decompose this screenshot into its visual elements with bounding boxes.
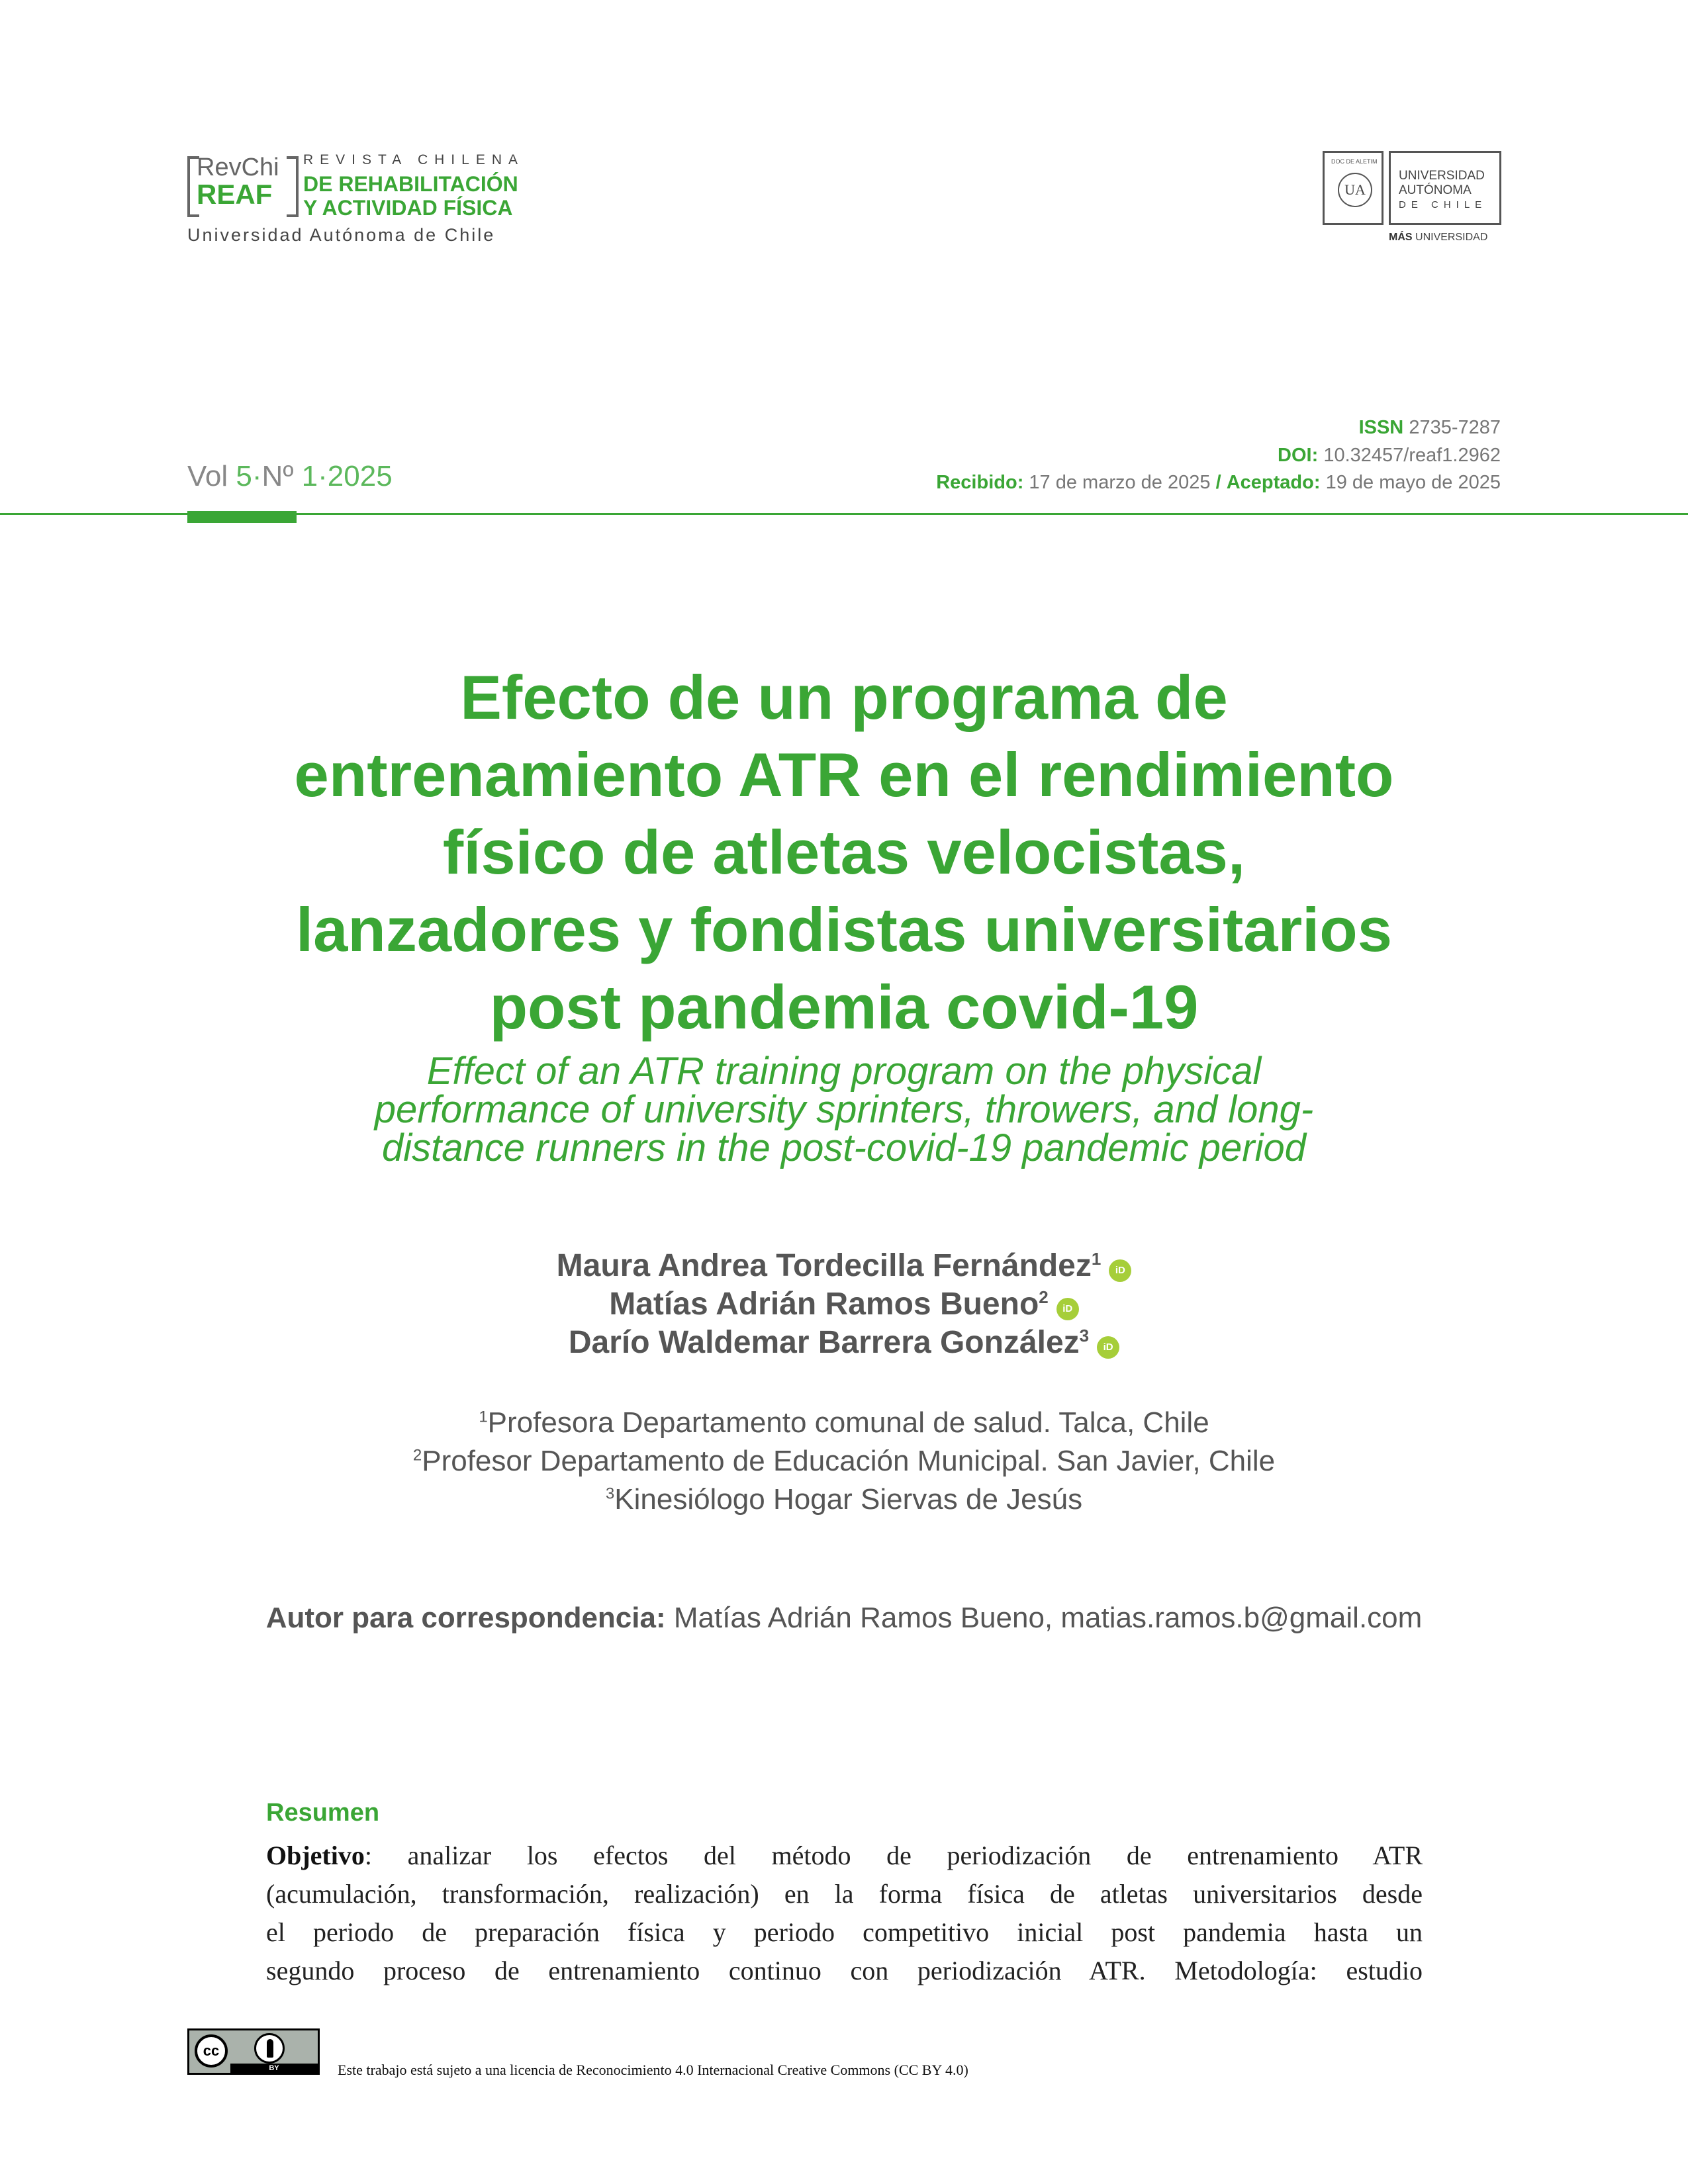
vol-label: Vol	[187, 460, 228, 492]
journal-logo	[187, 152, 545, 245]
license-text: Este trabajo está sujeto a una licencia de Reconocimiento 4.0 Internacional Creative Commons (CC BY 4.0)	[338, 2062, 968, 2078]
university-name-box	[1389, 151, 1501, 225]
author-3	[248, 1324, 1440, 1361]
author-name: Darío Waldemar Barrera González	[568, 1325, 1080, 1360]
tagline-rest: UNIVERSIDAD	[1415, 232, 1488, 243]
vol-sep-1: ·	[252, 460, 262, 492]
attribution-person-icon	[254, 2033, 285, 2064]
by-label: BY	[230, 2064, 318, 2073]
abstract-heading: Resumen	[266, 1799, 380, 1827]
abstract-line-text: : analizar los efectos del método de periodización de entrenamiento ATR	[364, 1841, 1423, 1870]
correspondence-value[interactable]: Matías Adrián Ramos Bueno, matias.ramos.b@gmail.com	[673, 1602, 1423, 1634]
author-name: Matías Adrián Ramos Bueno	[609, 1287, 1039, 1322]
university-name-line3: DE CHILE	[1399, 199, 1487, 210]
author-affil-sup: 2	[1039, 1287, 1049, 1307]
article-title-english	[248, 1052, 1440, 1167]
vol-number: 5	[236, 460, 252, 492]
received-value: 17 de marzo de 2025	[1029, 472, 1211, 493]
logo-reaf-text: REAF	[197, 179, 273, 210]
dates-slash: /	[1215, 472, 1221, 493]
affil-sup: 1	[479, 1408, 488, 1426]
orcid-icon[interactable]: iD	[1056, 1298, 1079, 1320]
affil-text: Kinesiólogo Hogar Siervas de Jesús	[614, 1483, 1083, 1516]
issn	[1359, 417, 1501, 439]
affil-text: Profesora Departamento comunal de salud. Talca, Chile	[487, 1406, 1209, 1439]
abstract-line: el periodo de preparación física y periodo competitivo inicial post pandemia hasta un	[266, 1917, 1423, 1947]
english-title-line: Effect of an ATR training program on the physical	[426, 1050, 1262, 1093]
author-affil-sup: 3	[1079, 1326, 1090, 1345]
accepted-label: Aceptado:	[1226, 472, 1321, 493]
issn-value: 2735-7287	[1409, 417, 1501, 438]
logo-actividad-fisica: Y ACTIVIDAD FÍSICA	[303, 196, 513, 220]
accepted-value: 19 de mayo de 2025	[1325, 472, 1501, 493]
affiliation-1	[248, 1406, 1440, 1439]
logo-university-name: Universidad Autónoma de Chile	[187, 225, 496, 245]
volume-issue	[187, 460, 393, 493]
tagline-bold: MÁS	[1389, 232, 1413, 243]
abstract-body	[266, 1837, 1423, 1990]
shield-motto: DOC DE ALETIM	[1331, 158, 1378, 165]
person-figure	[267, 2039, 273, 2058]
logo-rehabilitacion: DE REHABILITACIÓN	[303, 172, 518, 196]
abstract-line: (acumulación, transformación, realización) en la forma física de atletas universitarios desde	[266, 1879, 1423, 1909]
affil-sup: 3	[605, 1484, 615, 1503]
abstract-lead: Objetivo	[266, 1841, 365, 1870]
english-title-line: performance of university sprinters, throwers, and long-	[374, 1088, 1314, 1131]
doi-value[interactable]: 10.32457/reaf1.2962	[1323, 445, 1501, 466]
received-label: Recibido:	[936, 472, 1024, 493]
author-1	[248, 1248, 1440, 1284]
correspondence-label: Autor para correspondencia:	[265, 1602, 666, 1634]
affiliation-2	[248, 1445, 1440, 1478]
title-line: entrenamiento ATR en el rendimiento	[294, 740, 1394, 809]
correspondence	[116, 1602, 1572, 1635]
university-name-line1: UNIVERSIDAD	[1399, 169, 1485, 183]
cc-by-badge[interactable]	[187, 2028, 320, 2075]
affil-text: Profesor Departamento de Educación Municipal. San Javier, Chile	[422, 1445, 1276, 1477]
vol-sep-2: ·	[318, 460, 328, 492]
university-name-line2: AUTÓNOMA	[1399, 183, 1472, 197]
issue-number: 1	[301, 460, 318, 492]
doi-label: DOI:	[1278, 445, 1319, 466]
header-divider-accent	[187, 511, 297, 523]
abstract-line	[266, 1837, 1423, 1875]
title-line: físico de atletas velocistas,	[442, 817, 1246, 887]
issue-label: Nº	[261, 460, 294, 492]
english-title-line: distance runners in the post-covid-19 pandemic period	[381, 1126, 1307, 1169]
orcid-icon[interactable]: iD	[1109, 1259, 1131, 1282]
author-affil-sup: 1	[1091, 1249, 1102, 1269]
orcid-icon[interactable]: iD	[1097, 1336, 1119, 1359]
year: 2025	[327, 460, 393, 492]
affiliation-3	[248, 1483, 1440, 1516]
abstract-line: segundo proceso de entrenamiento continuo con periodización ATR. Metodología: estudio	[266, 1956, 1423, 1985]
dates	[936, 472, 1501, 494]
logo-revchi-text: RevChi	[197, 154, 279, 181]
author-2	[248, 1286, 1440, 1322]
university-tagline	[1389, 232, 1487, 244]
affil-sup: 2	[412, 1446, 422, 1465]
author-name: Maura Andrea Tordecilla Fernández	[556, 1248, 1092, 1283]
cc-icon: cc	[195, 2034, 228, 2068]
logo-revista-chilena: REVISTA CHILENA	[303, 152, 524, 167]
doi	[1278, 445, 1501, 467]
university-logo	[1323, 151, 1501, 244]
university-shield	[1323, 151, 1383, 225]
shield-emblem-icon: UA	[1338, 173, 1372, 207]
title-line: Efecto de un programa de	[460, 662, 1228, 732]
issn-label: ISSN	[1358, 417, 1404, 438]
title-line: lanzadores y fondistas universitarios	[296, 895, 1392, 964]
title-line: post pandemia covid-19	[489, 972, 1199, 1042]
article-title	[182, 659, 1506, 1046]
